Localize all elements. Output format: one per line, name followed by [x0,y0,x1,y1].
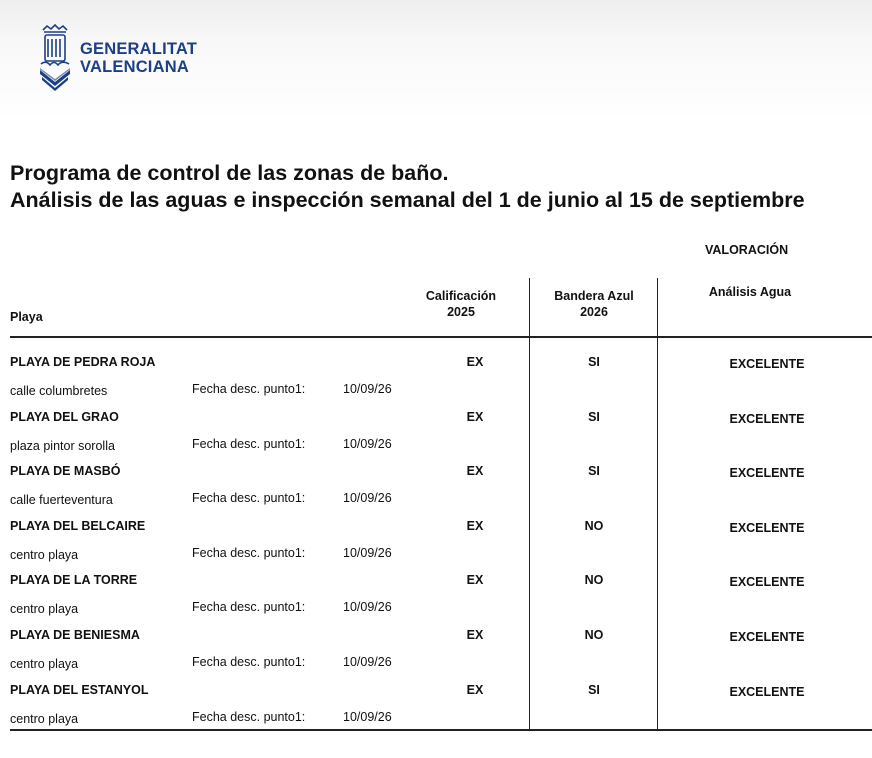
calificacion-value: EX [466,518,484,533]
fecha-label: Fecha desc. punto1: [192,436,306,451]
fecha-value: 10/09/26 [343,382,392,396]
beach-street: plaza pintor sorolla [10,438,115,453]
bandera-azul-value: SI [588,355,600,369]
generalitat-logo [38,24,197,92]
fecha-label: Fecha desc. punto1: [192,545,306,560]
calificacion-value: EX [466,573,484,588]
column-header-calificacion [402,288,520,320]
calificacion-value: EX [466,682,484,697]
beach-name: PLAYA DE PEDRA ROJA [10,355,156,369]
calificacion-header-line-2: 2025 [447,305,475,319]
table-row [0,561,872,616]
table-row [0,616,872,671]
beach-name: PLAYA DEL BELCAIRE [10,518,146,533]
analisis-agua-value: EXCELENTE [729,357,805,371]
bandera-azul-value: NO [584,628,604,642]
logo-line-2: VALENCIANA [80,58,189,76]
analisis-agua-value: EXCELENTE [729,575,805,590]
beach-street: calle fuerteventura [10,493,113,508]
table-row [0,398,872,453]
beach-street: centro playa [10,602,79,617]
column-header-bandera-azul [531,288,657,320]
calificacion-value: EX [466,355,484,369]
table-row [0,507,872,562]
table-header-rule [10,336,872,338]
fecha-value: 10/09/26 [343,436,392,451]
fecha-value: 10/09/26 [343,491,392,506]
title-line-1: Programa de control de las zonas de baño. [10,161,449,185]
beach-name: PLAYA DE MASBÓ [10,464,121,479]
beach-name: PLAYA DE BENIESMA [10,628,140,642]
bandera-azul-value: SI [588,409,600,424]
fecha-label: Fecha desc. punto1: [192,491,306,506]
analisis-agua-value: EXCELENTE [729,520,805,535]
page-title [10,160,872,214]
calificacion-value: EX [466,464,484,479]
title-line-2: Análisis de las aguas e inspección semanal del 1 de junio al 15 de septiembre [10,188,805,212]
table-row [0,452,872,507]
analisis-agua-value: EXCELENTE [729,466,805,481]
table-bottom-rule [10,729,872,731]
bandera-azul-value: SI [588,464,600,479]
fecha-label: Fecha desc. punto1: [192,655,306,669]
column-header-analisis-agua: Análisis Agua [708,285,792,299]
calificacion-value: EX [466,628,484,642]
fecha-label: Fecha desc. punto1: [192,382,306,396]
beach-name: PLAYA DE LA TORRE [10,573,138,588]
column-header-playa: Playa [10,310,43,324]
valoracion-group-header: VALORACIÓN [705,243,789,257]
beach-street: centro playa [10,711,79,726]
analisis-agua-value: EXCELENTE [729,684,805,699]
beach-street: centro playa [10,547,79,562]
table-row [0,671,872,726]
fecha-value: 10/09/26 [343,600,392,615]
bandera-azul-value: NO [584,573,604,588]
beach-name: PLAYA DEL ESTANYOL [10,682,149,697]
fecha-value: 10/09/26 [343,655,392,669]
bandera-azul-value: NO [584,518,604,533]
beach-street: centro playa [10,657,79,671]
fecha-value: 10/09/26 [343,709,392,724]
beach-street: calle columbretes [10,384,108,398]
fecha-label: Fecha desc. punto1: [192,709,306,724]
bandera-azul-value: SI [588,682,600,697]
coat-of-arms-icon [38,24,72,92]
beach-name: PLAYA DEL GRAO [10,409,119,424]
fecha-value: 10/09/26 [343,545,392,560]
bandera-header-line-2: 2026 [580,305,608,319]
fecha-label: Fecha desc. punto1: [192,600,306,615]
logo-line-1: GENERALITAT [80,40,198,58]
calificacion-value: EX [466,409,484,424]
table-row [0,343,872,398]
calificacion-header-line-1: Calificación [425,289,497,303]
analisis-agua-value: EXCELENTE [729,630,805,644]
bandera-header-line-1: Bandera Azul [554,289,634,303]
analisis-agua-value: EXCELENTE [729,411,805,426]
